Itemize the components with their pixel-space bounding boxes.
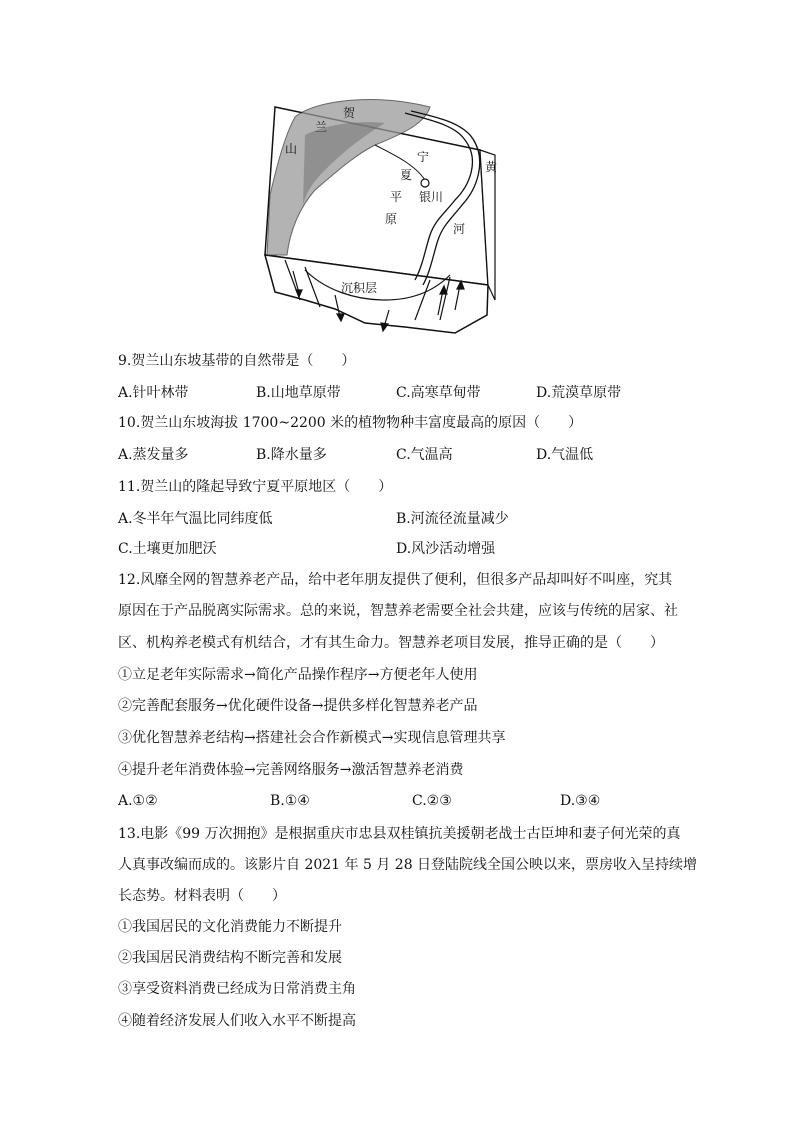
q13-statement-2: ②我国居民消费结构不断完善和发展 <box>118 950 342 966</box>
label-yuan: 原 <box>385 212 398 226</box>
q10-option-d: D.气温低 <box>536 447 594 463</box>
label-xia: 夏 <box>400 168 413 182</box>
block-diagram-svg <box>255 95 498 345</box>
q9-option-d: D.荒漠草原带 <box>536 385 622 401</box>
q10-stem: 10.贺兰山东坡海拔 1700~2200 米的植物物种丰富度最高的原因（ ） <box>118 415 583 431</box>
q12-statement-1: ①立足老年实际需求→简化产品操作程序→方便老年人使用 <box>118 667 478 683</box>
label-ping: 平 <box>390 190 403 204</box>
q10-option-a: A.蒸发量多 <box>118 447 189 463</box>
q12-option-c: C.②③ <box>412 793 452 809</box>
yinchuan-marker <box>421 179 429 187</box>
q11-option-b: B.河流径流量减少 <box>396 511 509 527</box>
q11-option-c: C.土壤更加肥沃 <box>118 541 217 557</box>
label-sediment: 沉积层 <box>341 281 378 295</box>
q12-statement-2: ②完善配套服务→优化硬件设备→提供多样化智慧养老产品 <box>118 698 478 714</box>
q13-stem-line-1: 13.电影《99 万次拥抱》是根据重庆市忠县双桂镇抗美援朝老战士古臣坤和妻子何光荣的真 <box>118 826 681 842</box>
label-he-river: 河 <box>453 222 466 236</box>
q12-stem-line-2: 原因在于产品脱离实际需求。总的来说，智慧养老需要全社会共建，应该与传统的居家、社 <box>118 603 678 619</box>
label-huang: 黄 <box>485 160 498 174</box>
q13-statement-3: ③享受资料消费已经成为日常消费主角 <box>118 981 356 997</box>
q9-stem: 9.贺兰山东坡基带的自然带是（ ） <box>118 353 356 369</box>
q12-option-b: B.①④ <box>270 793 310 809</box>
label-yinchuan: 银川 <box>419 190 444 204</box>
q12-statement-4: ④提升老年消费体验→完善网络服务→激活智慧养老消费 <box>118 762 464 778</box>
q13-statement-1: ①我国居民的文化消费能力不断提升 <box>118 919 342 935</box>
q11-stem: 11.贺兰山的隆起导致宁夏平原地区（ ） <box>118 479 393 495</box>
q9-option-c: C.高寒草甸带 <box>396 385 481 401</box>
label-he: 贺 <box>343 106 356 120</box>
q13-stem-line-3: 长态势。材料表明（ ） <box>118 888 286 904</box>
q9-option-b: B.山地草原带 <box>256 385 341 401</box>
q10-option-b: B.降水量多 <box>256 447 327 463</box>
label-ning: 宁 <box>417 150 430 164</box>
q12-option-d: D.③④ <box>560 793 601 809</box>
q12-option-a: A.①② <box>118 793 158 809</box>
q12-stem-line-1: 12.风靡全网的智慧养老产品，给中老年朋友提供了便利，但很多产品却叫好不叫座，究其 <box>118 572 673 588</box>
q12-stem-line-3: 区、机构养老模式有机结合，才有其生命力。智慧养老项目发展，推导正确的是（ ） <box>118 635 664 651</box>
label-lan: 兰 <box>315 120 328 134</box>
q11-option-a: A.冬半年气温比同纬度低 <box>118 511 273 527</box>
q12-statement-3: ③优化智慧养老结构→搭建社会合作新模式→实现信息管理共享 <box>118 730 506 746</box>
q11-option-d: D.风沙活动增强 <box>396 541 496 557</box>
label-shan: 山 <box>285 142 298 156</box>
helan-block-diagram <box>255 95 498 345</box>
q9-option-a: A.针叶林带 <box>118 385 189 401</box>
q10-option-c: C.气温高 <box>396 447 453 463</box>
q13-statement-4: ④随着经济发展人们收入水平不断提高 <box>118 1013 356 1029</box>
q13-stem-line-2: 人真事改编而成的。该影片自 2021 年 5 月 28 日登陆院线全国公映以来，票房收入呈持续增 <box>118 857 698 873</box>
